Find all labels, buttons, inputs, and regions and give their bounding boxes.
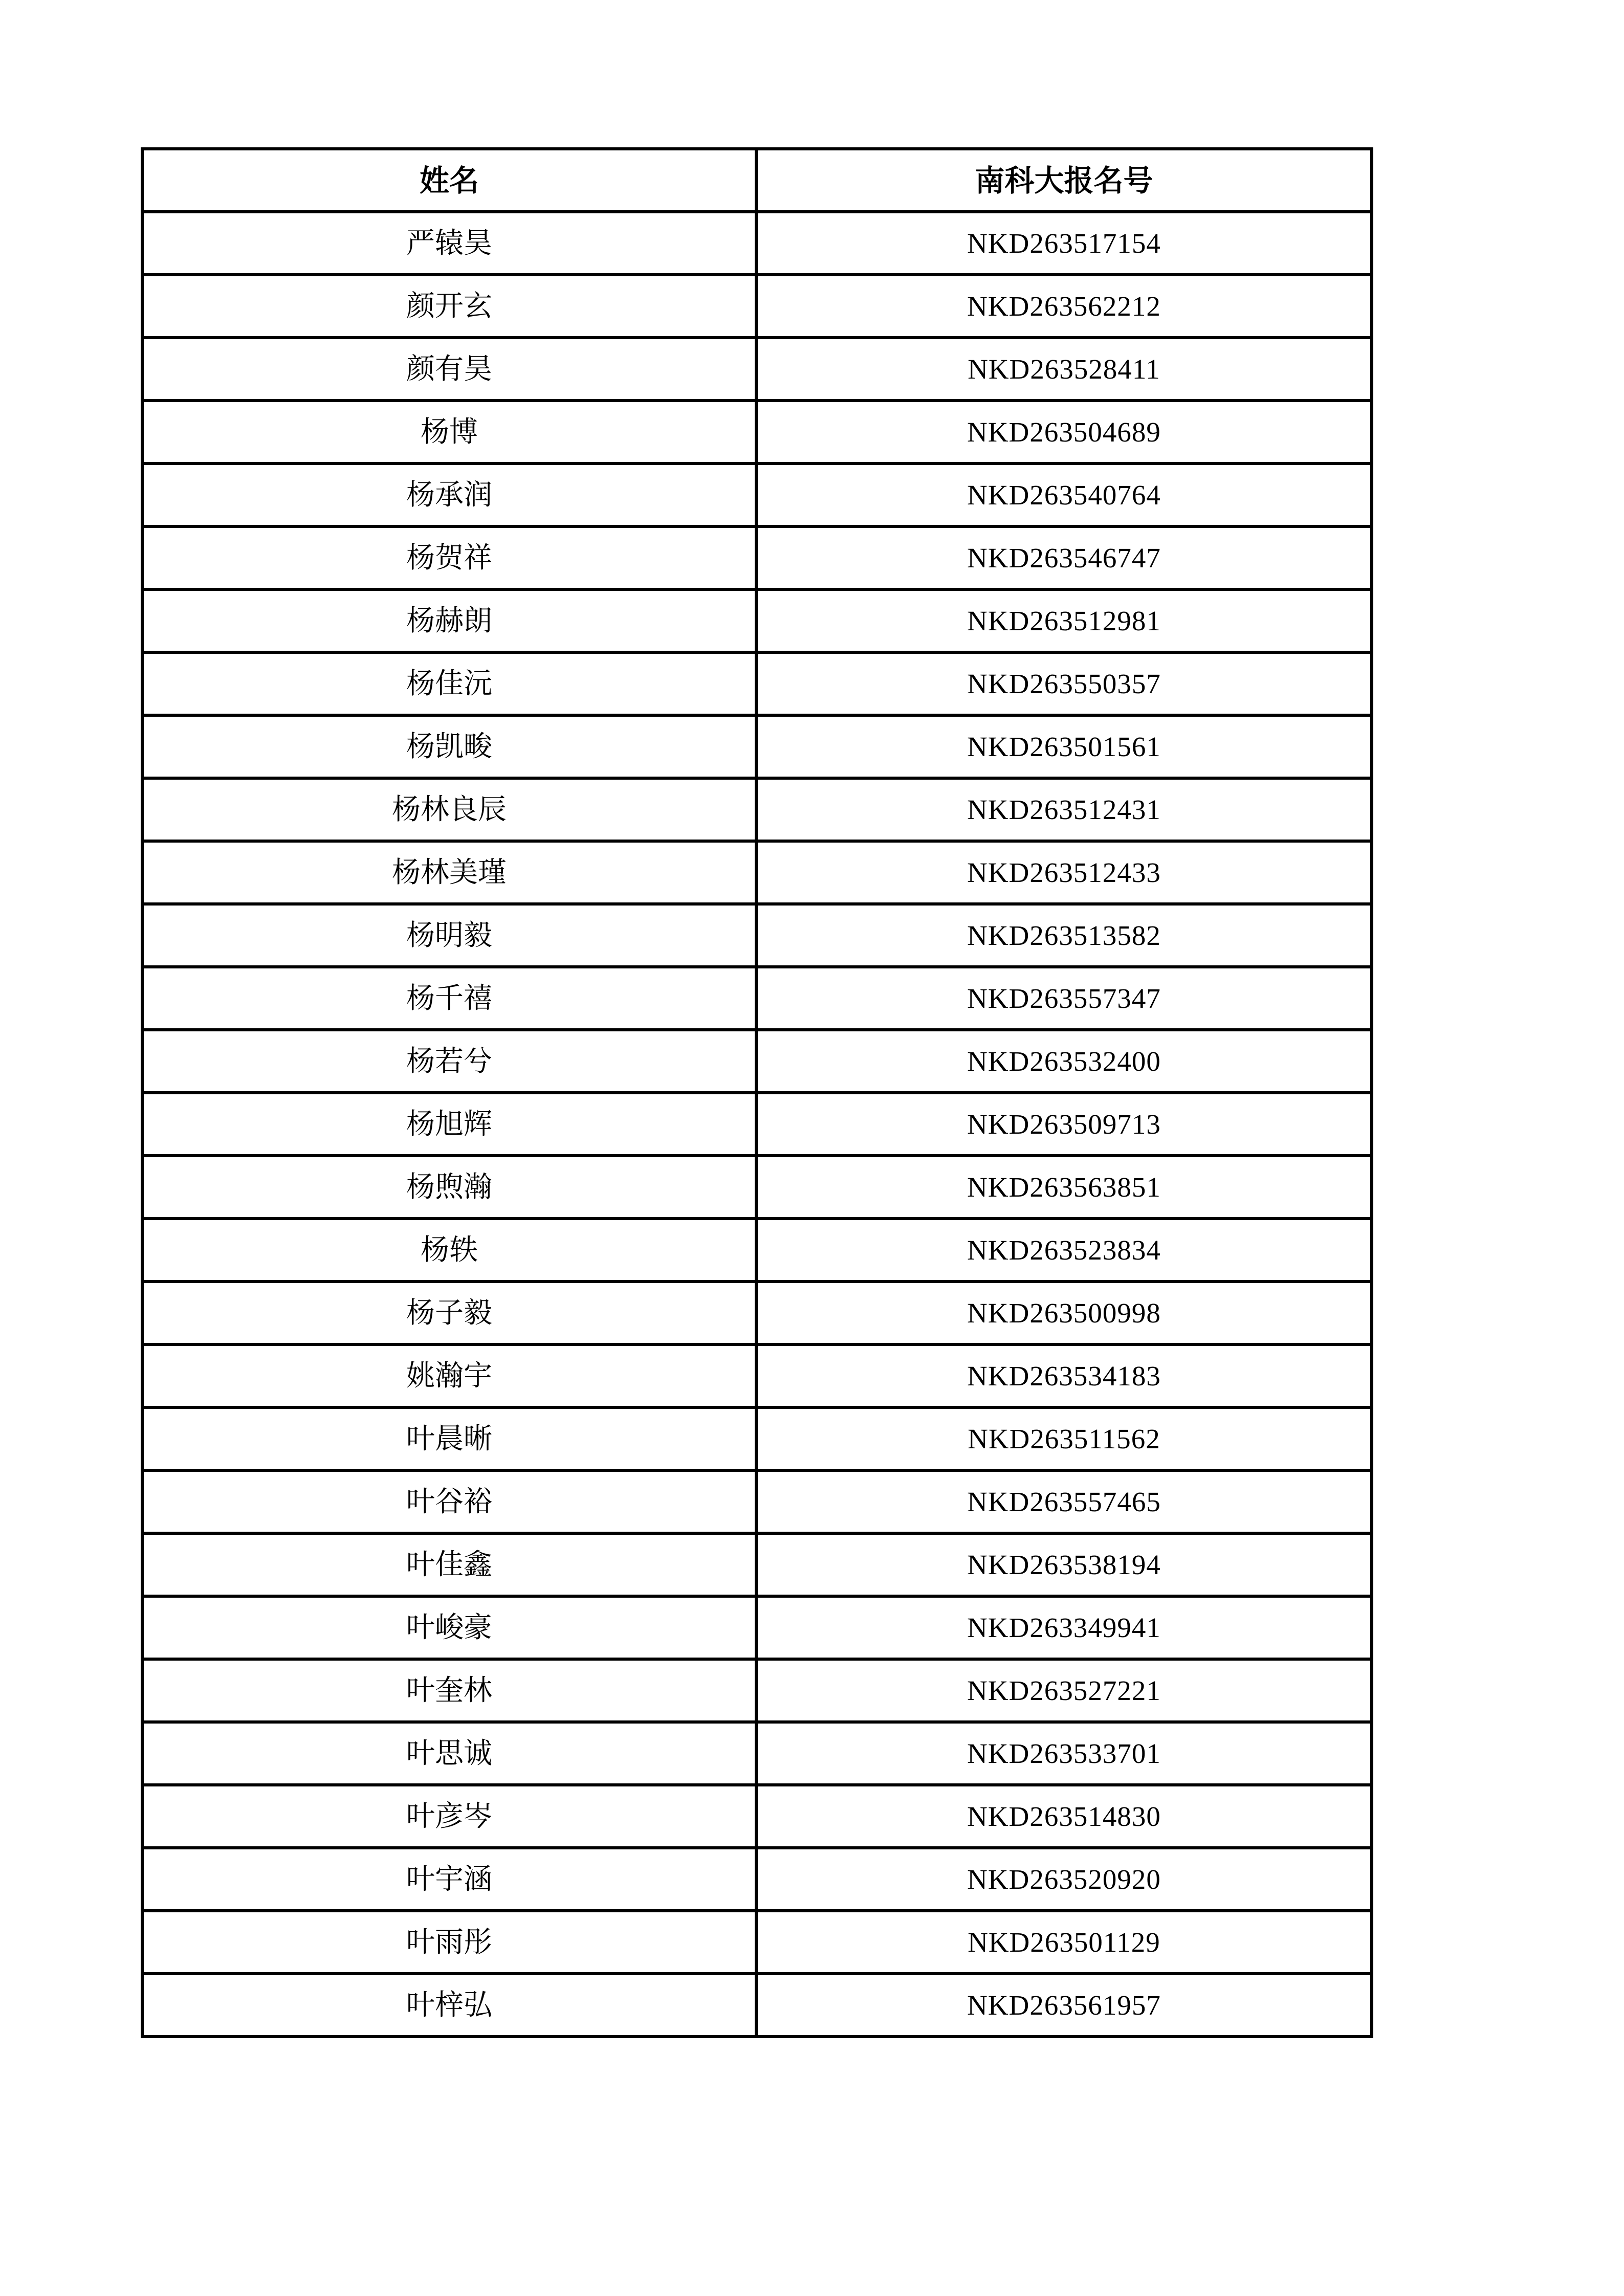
table-row (142, 1974, 1372, 2037)
registration-number-cell: NKD263527221 (756, 1659, 1372, 1722)
registration-number-cell: NKD263557465 (756, 1470, 1372, 1533)
student-name-cell: 杨明毅 (142, 904, 756, 967)
table-row (142, 1722, 1372, 1785)
table-row (142, 1156, 1372, 1219)
student-name-cell: 杨贺祥 (142, 526, 756, 589)
registration-number-cell: NKD263534183 (756, 1344, 1372, 1407)
student-name-cell: 叶谷裕 (142, 1470, 756, 1533)
table-row (142, 778, 1372, 841)
table-row (142, 338, 1372, 401)
table-row (142, 1911, 1372, 1974)
table-row (142, 1596, 1372, 1659)
registration-number-cell: NKD263511562 (756, 1407, 1372, 1470)
student-name-cell: 叶晨晰 (142, 1407, 756, 1470)
registration-number-cell: NKD263501129 (756, 1911, 1372, 1974)
student-name-cell: 杨佳沅 (142, 652, 756, 715)
registration-number-cell: NKD263517154 (756, 212, 1372, 275)
student-name-cell: 杨博 (142, 401, 756, 463)
registration-number-cell: NKD263523834 (756, 1219, 1372, 1282)
registration-number-cell: NKD263500998 (756, 1282, 1372, 1344)
student-name-cell: 杨林良辰 (142, 778, 756, 841)
student-name-cell: 杨千禧 (142, 967, 756, 1030)
table-row (142, 1282, 1372, 1344)
registration-number-cell: NKD263512981 (756, 589, 1372, 652)
student-name-cell: 杨轶 (142, 1219, 756, 1282)
registration-number-cell: NKD263557347 (756, 967, 1372, 1030)
table-row (142, 1219, 1372, 1282)
registration-number-cell: NKD263546747 (756, 526, 1372, 589)
student-name-cell: 叶奎林 (142, 1659, 756, 1722)
table-row (142, 463, 1372, 526)
registration-number-cell: NKD263540764 (756, 463, 1372, 526)
student-name-cell: 叶佳鑫 (142, 1533, 756, 1596)
registration-number-cell: NKD263528411 (756, 338, 1372, 401)
registration-number-cell: NKD263513582 (756, 904, 1372, 967)
registration-table (141, 147, 1373, 2038)
registration-number-cell: NKD263509713 (756, 1093, 1372, 1156)
student-name-cell: 叶宇涵 (142, 1848, 756, 1911)
student-name-cell: 叶思诚 (142, 1722, 756, 1785)
registration-number-cell: NKD263538194 (756, 1533, 1372, 1596)
registration-number-cell: NKD263504689 (756, 401, 1372, 463)
table-row (142, 589, 1372, 652)
table-row (142, 1659, 1372, 1722)
table-body (142, 212, 1372, 2037)
table-row (142, 1030, 1372, 1093)
student-name-cell: 叶雨彤 (142, 1911, 756, 1974)
table-row (142, 904, 1372, 967)
column-header-name: 姓名 (142, 149, 756, 212)
table-row (142, 212, 1372, 275)
table-row (142, 1407, 1372, 1470)
student-name-cell: 杨若兮 (142, 1030, 756, 1093)
table-row (142, 1533, 1372, 1596)
registration-number-cell: NKD263349941 (756, 1596, 1372, 1659)
student-name-cell: 颜有昊 (142, 338, 756, 401)
registration-number-cell: NKD263514830 (756, 1785, 1372, 1848)
student-name-cell: 严辕昊 (142, 212, 756, 275)
student-name-cell: 颜开玄 (142, 275, 756, 338)
registration-number-cell: NKD263512431 (756, 778, 1372, 841)
student-name-cell: 姚瀚宇 (142, 1344, 756, 1407)
registration-number-cell: NKD263532400 (756, 1030, 1372, 1093)
student-name-cell: 杨赫朗 (142, 589, 756, 652)
student-name-cell: 杨子毅 (142, 1282, 756, 1344)
table-row (142, 1344, 1372, 1407)
table-row (142, 401, 1372, 463)
registration-number-cell: NKD263562212 (756, 275, 1372, 338)
table-row (142, 1093, 1372, 1156)
table-row (142, 715, 1372, 778)
table-row (142, 275, 1372, 338)
registration-number-cell: NKD263561957 (756, 1974, 1372, 2037)
table-header-row (142, 149, 1372, 212)
table-row (142, 967, 1372, 1030)
table-row (142, 1848, 1372, 1911)
table-row (142, 841, 1372, 904)
table-row (142, 1470, 1372, 1533)
column-header-registration-number: 南科大报名号 (756, 149, 1372, 212)
registration-number-cell: NKD263563851 (756, 1156, 1372, 1219)
registration-number-cell: NKD263501561 (756, 715, 1372, 778)
student-name-cell: 叶梓弘 (142, 1974, 756, 2037)
student-name-cell: 杨凯畯 (142, 715, 756, 778)
student-name-cell: 杨旭辉 (142, 1093, 756, 1156)
registration-number-cell: NKD263533701 (756, 1722, 1372, 1785)
student-name-cell: 叶彦岑 (142, 1785, 756, 1848)
student-name-cell: 叶峻豪 (142, 1596, 756, 1659)
student-name-cell: 杨煦瀚 (142, 1156, 756, 1219)
registration-number-cell: NKD263520920 (756, 1848, 1372, 1911)
table-row (142, 526, 1372, 589)
registration-number-cell: NKD263550357 (756, 652, 1372, 715)
table-row (142, 1785, 1372, 1848)
student-name-cell: 杨林美瑾 (142, 841, 756, 904)
table-row (142, 652, 1372, 715)
registration-number-cell: NKD263512433 (756, 841, 1372, 904)
student-name-cell: 杨承润 (142, 463, 756, 526)
